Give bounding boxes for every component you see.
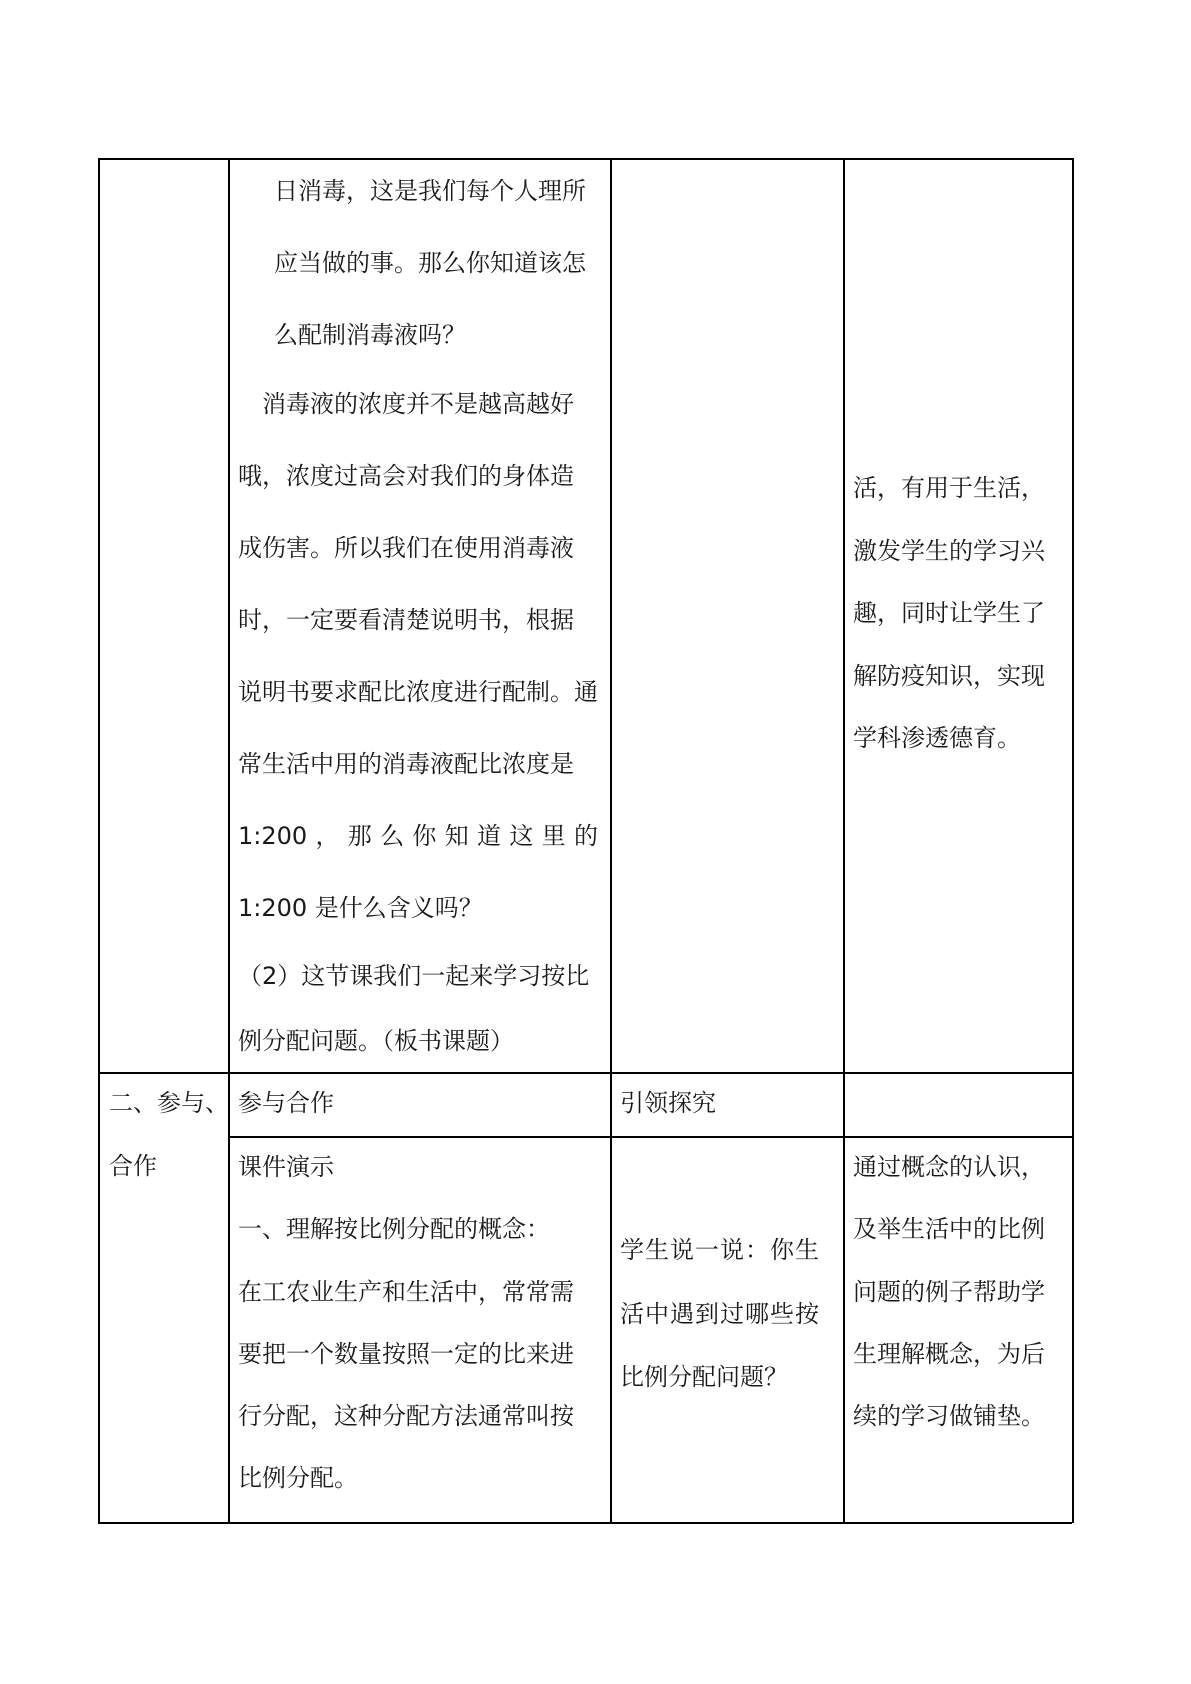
text-line: 一、理解按比例分配的概念： [238,1215,550,1243]
header-text: 参与合作 [238,1089,334,1117]
table-right-border [1072,158,1074,1523]
row3-student-cell [611,1137,843,1522]
text-line: 课件演示 [238,1153,334,1181]
table-bottom-border [98,1522,1072,1524]
text-token: 的 [573,822,598,850]
text-line-justified [238,820,598,852]
text-line: 1:200 是什么含义吗？ [238,894,483,922]
text-line: 活，有用于生活， [853,474,1045,502]
text-line: 问题的例子帮助学 [853,1278,1045,1306]
text-line: 行分配，这种分配方法通常叫按 [238,1402,574,1430]
text-line: 要把一个数量按照一定的比来进 [238,1340,574,1368]
text-line: 生理解概念，为后 [853,1340,1045,1368]
text-line: 在工农业生产和生活中，常常需 [238,1278,574,1306]
text-line: 续的学习做铺垫。 [853,1402,1045,1430]
text-token: 那 [347,822,372,850]
text-token: 知 [444,822,469,850]
text-line: 解防疫知识，实现 [853,662,1045,690]
text-token: 1:200 [238,822,308,850]
text-line: 么配制消毒液吗？ [274,321,466,349]
text-line: 例分配问题。（板书课题） [238,1027,514,1055]
text-line: 日消毒，这是我们每个人理所 [274,177,586,205]
text-line: 学生说一说：你生 [620,1236,820,1264]
text-token: 你 [412,822,437,850]
text-line: 比例分配问题？ [620,1363,788,1391]
row3-content-cell [229,1137,610,1522]
row1-intent-cell [844,159,1072,1072]
text-line: 哦，浓度过高会对我们的身体造 [238,462,574,490]
text-line: 常生活中用的消毒液配比浓度是 [238,750,574,778]
student-activity-header [611,1073,843,1136]
text-line: 应当做的事。那么你知道该怎 [274,249,586,277]
header-text: 引领探究 [620,1089,716,1117]
text-token: 道 [477,822,502,850]
text-line: 激发学生的学习兴 [853,537,1045,565]
text-line: 活中遇到过哪些按 [620,1300,820,1328]
text-line: 比例分配。 [238,1464,358,1492]
text-line: 通过概念的认识， [853,1153,1045,1181]
text-line: 趣，同时让学生了 [853,599,1045,627]
teacher-activity-header [229,1073,610,1136]
text-line: 学科渗透德育。 [853,724,1021,752]
intent-header [844,1073,1072,1136]
text-token: 么 [380,822,405,850]
text-token: 里 [541,822,566,850]
text-line: 成伤害。所以我们在使用消毒液 [238,534,574,562]
text-line: （2）这节课我们一起来学习按比 [238,962,590,990]
text-token: ， [315,822,340,850]
text-line: 消毒液的浓度并不是越高越好 [262,390,574,418]
section-label: 合作 [109,1152,157,1180]
section-label: 二、参与、 [109,1089,229,1117]
text-line: 时，一定要看清楚说明书，根据 [238,606,574,634]
row1-content-cell [229,159,610,1072]
text-line: 说明书要求配比浓度进行配制。通 [238,678,598,706]
row3-intent-cell [844,1137,1072,1522]
text-token: 这 [509,822,534,850]
text-line: 及举生活中的比例 [853,1215,1045,1243]
section-label-cell [99,1073,228,1522]
